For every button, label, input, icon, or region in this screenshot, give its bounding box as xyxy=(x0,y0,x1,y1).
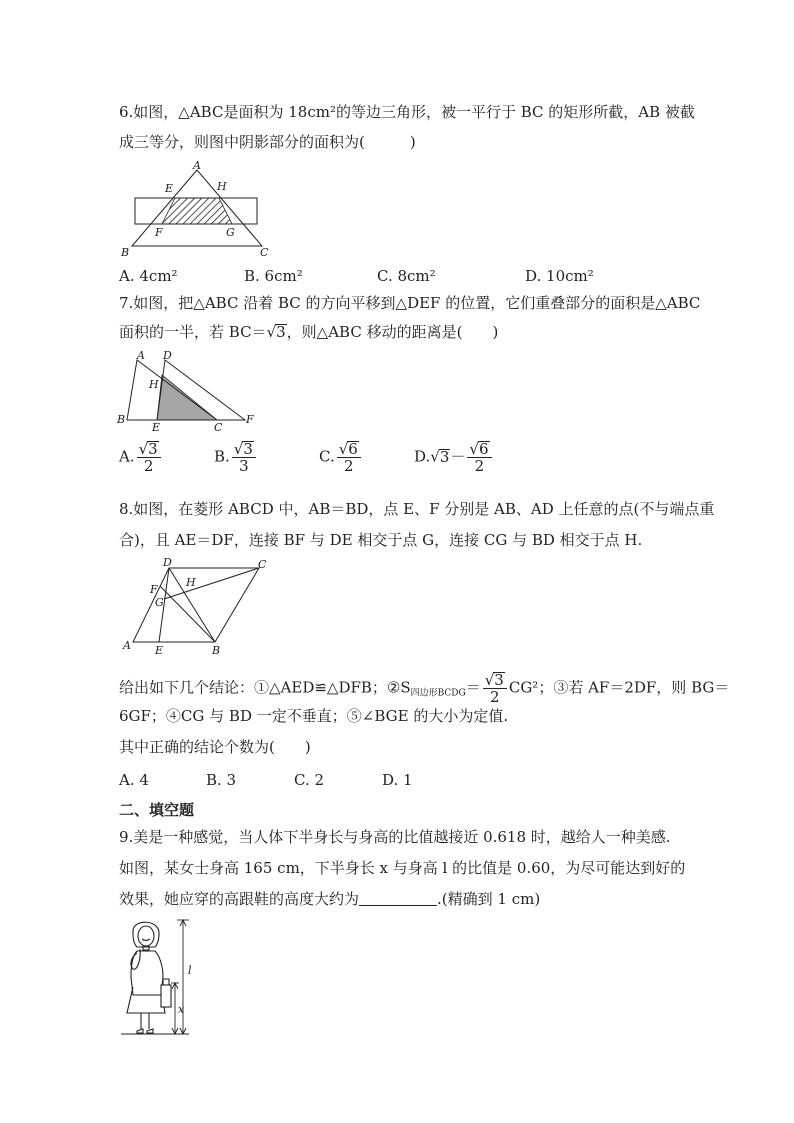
q7-option-c-radicand: 6 xyxy=(348,440,358,458)
q7-option-b[interactable] xyxy=(214,441,258,474)
q7-option-a-denominator: 2 xyxy=(143,457,154,475)
q7-label-E: E xyxy=(152,421,161,432)
q9-answer-blank[interactable] xyxy=(359,891,437,906)
q7-option-d-denominator: 2 xyxy=(474,457,485,475)
q7-label-D: D xyxy=(163,350,172,362)
q9-line2: 如图，某女士身高 165 cm，下半身长 x 与身高 l 的比值是 0.60，为尽可能达到好的 xyxy=(119,859,686,877)
q6-shaded-region xyxy=(162,198,232,224)
q9-line1: 9.美是一种感觉，当人体下半身长与身高的比值越接近 0.618 时，越给人一种美感. xyxy=(119,828,671,846)
q8-option-b[interactable]: B. 3 xyxy=(206,771,237,789)
q7-option-b-radicand: 3 xyxy=(243,440,253,458)
q8-conclusions-line2: 6GF；④CG 与 BD 一定不垂直；⑤∠BGE 的大小为定值. xyxy=(119,707,509,725)
q8-label-H: H xyxy=(186,576,196,589)
q7-label-F: F xyxy=(246,413,254,426)
q7-option-c[interactable] xyxy=(319,441,363,474)
q9-label-l: l xyxy=(188,964,192,977)
q7-option-a-key: A. xyxy=(119,447,135,466)
q8-label-C: C xyxy=(258,558,267,571)
q6-figure xyxy=(119,160,279,260)
q8-fraction-radicand: 3 xyxy=(494,671,504,689)
q8-segment-bf xyxy=(160,586,215,642)
q6-label-A: A xyxy=(193,160,201,172)
q8-fraction-denominator: 2 xyxy=(490,688,500,706)
q8-equals: ＝ xyxy=(465,678,481,697)
q8-figure xyxy=(119,556,279,656)
q8-line1: 8.如图，在菱形 ABCD 中，AB＝BD，点 E、F 分别是 AB、AD 上任意的点(不与端点重 xyxy=(119,500,715,518)
q6-label-C: C xyxy=(260,246,269,259)
q7-line2-text-end: ，则△ABC 移动的距离是( ) xyxy=(286,323,499,341)
q6-line1: 6.如图，△ABC是面积为 18cm²的等边三角形，被一平行于 BC 的矩形所截，AB 被截 xyxy=(119,103,695,121)
q8-label-A: A xyxy=(123,639,131,652)
q6-option-b[interactable]: B. 6cm² xyxy=(244,267,303,285)
q6-label-F: F xyxy=(155,226,163,239)
q8-option-c[interactable]: C. 2 xyxy=(294,771,325,789)
q7-line2-text-start: 面积的一半，若 BC＝ xyxy=(119,323,267,341)
q7-option-d-key: D. xyxy=(414,447,431,466)
q9-line3-start: 效果，她应穿的高跟鞋的高度大约为 xyxy=(119,890,360,908)
q6-label-G: G xyxy=(226,226,235,239)
q7-label-C: C xyxy=(214,421,223,432)
q8-question: 其中正确的结论个数为( ) xyxy=(119,738,311,756)
q8-option-a[interactable]: A. 4 xyxy=(119,771,149,789)
q6-label-E: E xyxy=(165,182,174,195)
q7-option-a[interactable] xyxy=(119,441,163,474)
q6-option-d[interactable]: D. 10cm² xyxy=(525,267,594,285)
q6-label-H: H xyxy=(217,180,227,193)
q7-option-b-denominator: 3 xyxy=(239,457,249,475)
q9-line3 xyxy=(119,889,540,909)
q8-conclusions-line1 xyxy=(119,672,729,705)
q9-figure xyxy=(119,917,203,1041)
q8-label-B: B xyxy=(212,644,221,656)
q7-figure xyxy=(115,350,265,432)
q8-area-subscript: 四边形BCDG xyxy=(410,688,466,699)
q7-option-a-radicand: 3 xyxy=(148,440,158,458)
q8-rhombus xyxy=(133,568,259,642)
q8-conclusions-end: CG²；③若 AF＝2DF，则 BG＝ xyxy=(508,678,730,697)
q6-line2: 成三等分，则图中阴影部分的面积为( ) xyxy=(119,133,416,151)
q8-conclusions-start: 给出如下几个结论：①△AED≌△DFB；②S xyxy=(119,678,411,697)
q7-option-d[interactable]: D.√3－ $\frac{√6}{2}$ xyxy=(414,441,494,474)
sqrt-sign: √ xyxy=(266,323,277,341)
q7-label-H: H xyxy=(149,378,159,391)
q9-label-x: x xyxy=(178,1003,185,1016)
q7-option-d-fraction: $\frac{√6}{2}$ xyxy=(467,441,491,474)
q9-line3-end: .(精确到 1 cm) xyxy=(437,890,541,908)
q8-option-d[interactable]: D. 1 xyxy=(382,771,413,789)
q6-option-c[interactable]: C. 8cm² xyxy=(377,267,436,285)
q7-option-d-radicand-2: 6 xyxy=(478,440,489,458)
q6-option-a[interactable]: A. 4cm² xyxy=(119,267,178,285)
q7-line2-radicand: 3 xyxy=(276,323,286,341)
q8-line2: 合)，且 AE＝DF，连接 BF 与 DE 相交于点 G，连接 CG 与 BD 相交于点 H. xyxy=(119,531,643,549)
q7-option-b-key: B. xyxy=(214,447,230,466)
q7-line1: 7.如图，把△ABC 沿着 BC 的方向平移到△DEF 的位置，它们重叠部分的面积是△ABC xyxy=(119,294,701,312)
q7-option-c-fraction: $\frac{√6}{2}$ xyxy=(337,441,361,474)
q7-option-d-minus: － xyxy=(450,447,466,466)
q8-label-D: D xyxy=(163,556,172,569)
q8-label-E: E xyxy=(155,644,164,656)
q7-line2 xyxy=(119,322,498,342)
q7-option-c-key: C. xyxy=(319,447,335,466)
q8-label-G: G xyxy=(155,596,164,609)
section-heading: 二、填空题 xyxy=(119,801,195,819)
woman-illustration xyxy=(127,922,171,1033)
q8-label-F: F xyxy=(150,583,158,596)
q6-label-B: B xyxy=(121,246,130,259)
q7-label-B: B xyxy=(117,413,126,426)
q7-option-d-radicand: 3 xyxy=(439,447,450,466)
q7-option-b-fraction: $\frac{√3}{3}$ xyxy=(232,441,256,474)
q7-label-A: A xyxy=(137,350,145,362)
q8-fraction: $\frac{√3}{2}$ xyxy=(483,672,507,705)
q7-option-a-fraction: $\frac{√3}{2}$ xyxy=(137,441,161,474)
q7-option-c-denominator: 2 xyxy=(344,457,354,475)
